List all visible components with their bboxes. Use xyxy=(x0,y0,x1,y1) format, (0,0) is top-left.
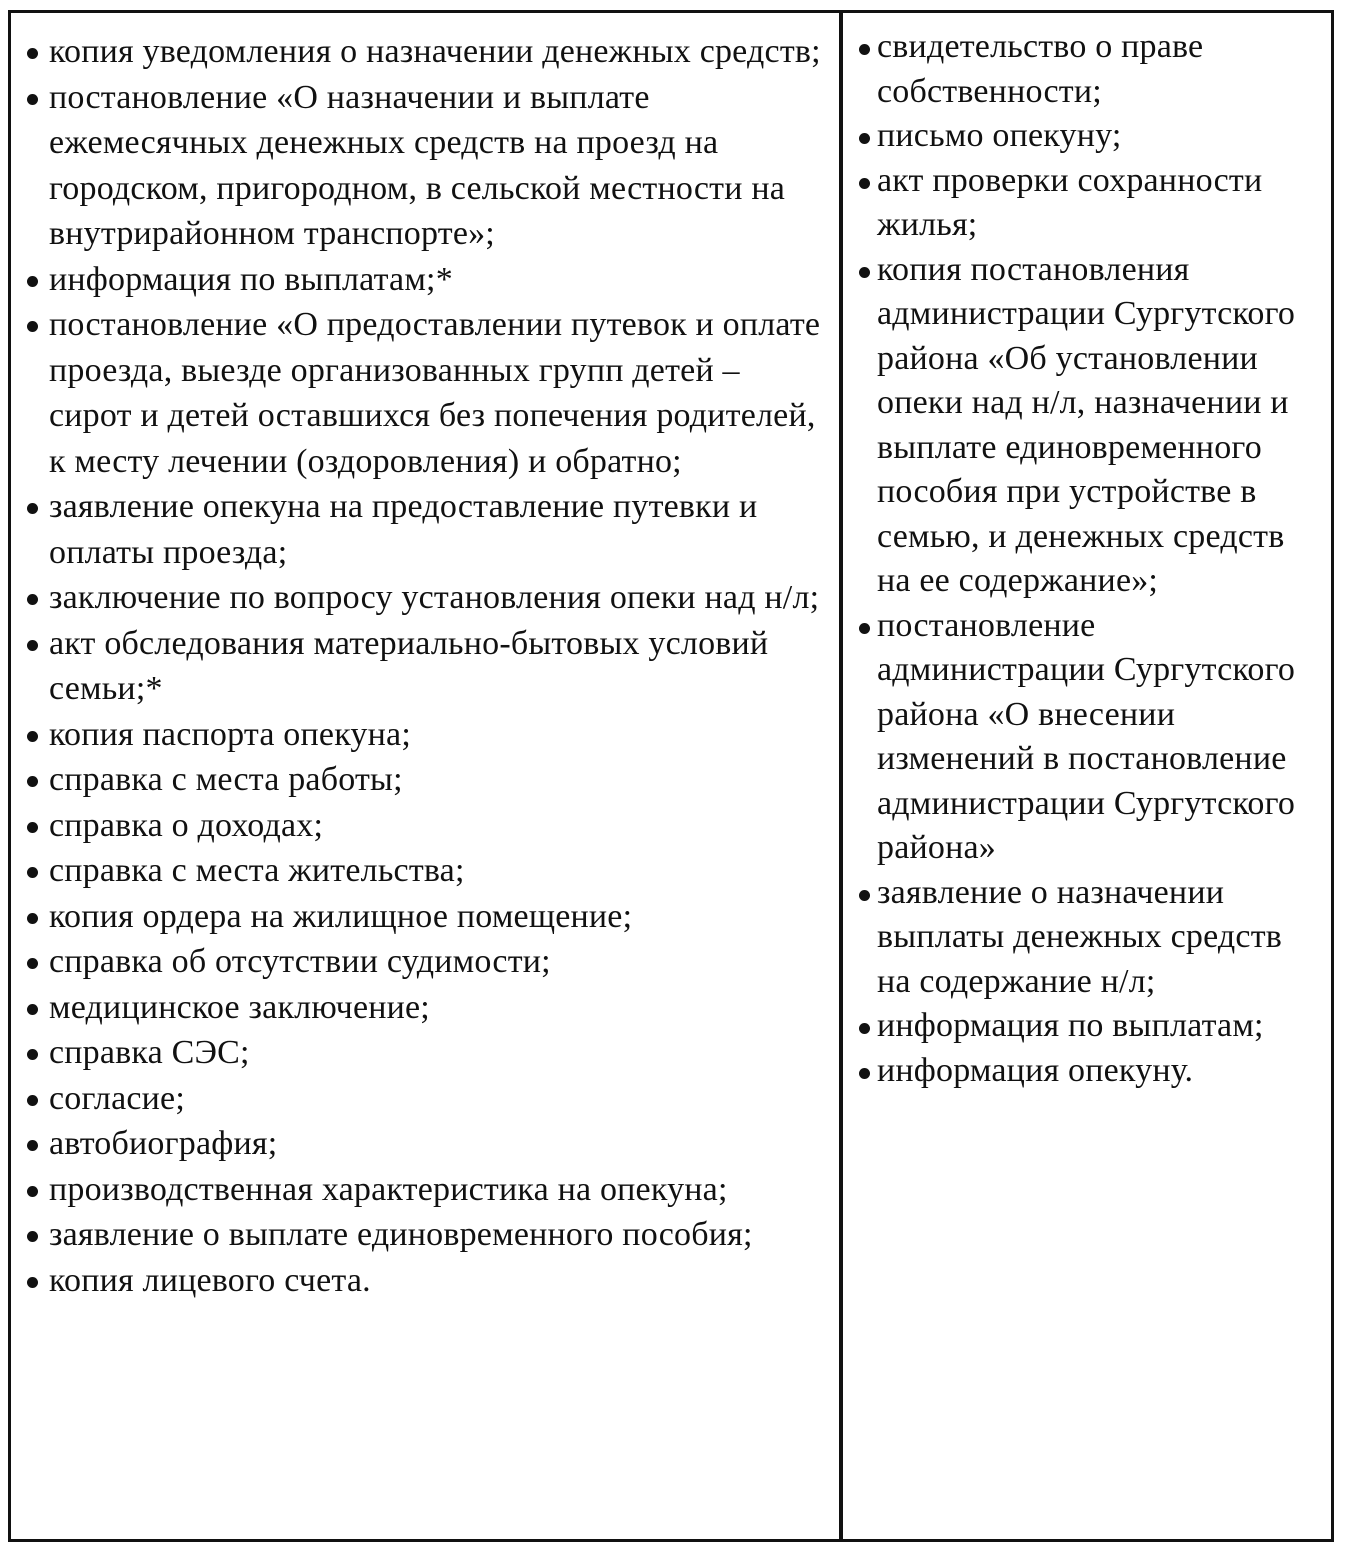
list-item: постановление «О предоставлении путевок и оплате проезда, выезде организованных групп детей – сирот и детей оставшихся без попечения родителей, к месту лечении (оздоровления) и обратно; xyxy=(25,302,825,484)
list-item: свидетельство о праве собственности; xyxy=(855,25,1315,114)
list-item: заключение по вопросу установления опеки над н/л; xyxy=(25,575,825,621)
list-item: согласие; xyxy=(25,1076,825,1122)
list-item: копия паспорта опекуна; xyxy=(25,712,825,758)
left-column xyxy=(11,13,843,1539)
list-item: копия уведомления о назначении денежных средств; xyxy=(25,29,825,75)
list-item: справка о доходах; xyxy=(25,803,825,849)
document-table xyxy=(8,10,1334,1542)
list-item: справка об отсутствии судимости; xyxy=(25,939,825,985)
list-item: заявление о назначении выплаты денежных средств на содержание н/л; xyxy=(855,871,1315,1005)
list-item: заявление о выплате единовременного пособия; xyxy=(25,1212,825,1258)
list-item: копия ордера на жилищное помещение; xyxy=(25,894,825,940)
list-item: копия постановления администрации Сургутского района «Об установлении опеки над н/л, назначении и выплате единовременного пособия при устройстве в семью, и денежных средств на ее содержание»; xyxy=(855,248,1315,604)
list-item: справка с места работы; xyxy=(25,757,825,803)
right-document-list xyxy=(855,25,1315,1093)
list-item: информация по выплатам; xyxy=(855,1004,1315,1049)
list-item: справка СЭС; xyxy=(25,1030,825,1076)
list-item: заявление опекуна на предоставление путевки и оплаты проезда; xyxy=(25,484,825,575)
list-item: справка с места жительства; xyxy=(25,848,825,894)
list-item: постановление администрации Сургутского района «О внесении изменений в постановление администрации Сургутского района» xyxy=(855,604,1315,871)
list-item: информация опекуну. xyxy=(855,1049,1315,1094)
list-item: копия лицевого счета. xyxy=(25,1258,825,1304)
list-item: постановление «О назначении и выплате ежемесячных денежных средств на проезд на городском, пригородном, в сельской местности на внутрирайонном транспорте»; xyxy=(25,75,825,257)
list-item: информация по выплатам;* xyxy=(25,257,825,303)
list-item: письмо опекуну; xyxy=(855,114,1315,159)
right-column xyxy=(843,13,1331,1539)
list-item: производственная характеристика на опекуна; xyxy=(25,1167,825,1213)
list-item: акт обследования материально-бытовых условий семьи;* xyxy=(25,621,825,712)
list-item: акт проверки сохранности жилья; xyxy=(855,159,1315,248)
list-item: автобиография; xyxy=(25,1121,825,1167)
list-item: медицинское заключение; xyxy=(25,985,825,1031)
left-document-list xyxy=(25,29,825,1303)
